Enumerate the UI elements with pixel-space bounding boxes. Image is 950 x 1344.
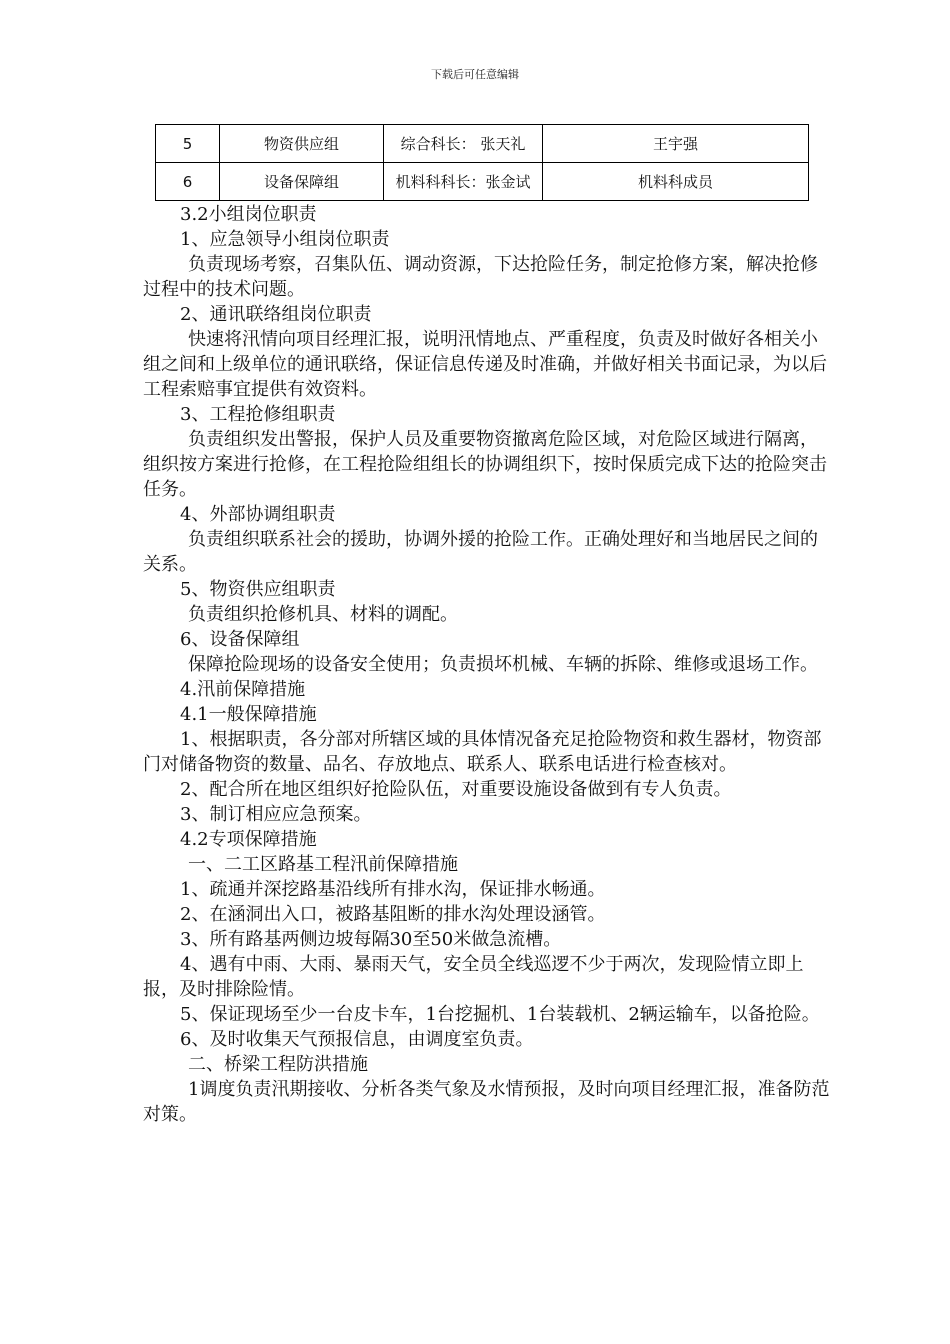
body-paragraph: 快速将汛情向项目经理汇报，说明汛情地点、严重程度，负责及时做好各相关小组之间和上级单位的通讯联络，保证信息传递及时准确，并做好相关书面记录，为以后工程索赔事宜提供有效资料。 — [143, 329, 827, 400]
body-paragraph: 2、在涵洞出入口，被路基阻断的排水沟处理设涵管。 — [180, 904, 606, 925]
body-paragraph: 1、根据职责，各分部对所辖区域的具体情况备充足抢险物资和救生器材，物资部门对储备物资的数量、品名、存放地点、联系人、联系电话进行检查核对。 — [143, 729, 822, 775]
table-cell-group: 物资供应组 — [220, 125, 384, 163]
body-paragraph: 3、所有路基两侧边坡每隔30至50米做急流槽。 — [180, 929, 562, 950]
section-heading: 4.汛前保障措施 — [180, 679, 306, 700]
table-row — [156, 163, 809, 201]
table-cell-index: 5 — [156, 125, 220, 163]
body-paragraph: 3、制订相应应急预案。 — [180, 804, 372, 825]
body-paragraph: 5、保证现场至少一台皮卡车，1台挖掘机、1台装载机、2辆运输车，以备抢险。 — [180, 1004, 820, 1025]
subsection-heading: 二、桥梁工程防洪措施 — [188, 1054, 368, 1075]
subsection-heading: 1、应急领导小组岗位职责 — [180, 229, 390, 250]
table-cell-index: 6 — [156, 163, 220, 201]
subsection-heading: 2、通讯联络组岗位职责 — [180, 304, 372, 325]
body-paragraph: 6、及时收集天气预报信息，由调度室负责。 — [180, 1029, 534, 1050]
subsection-heading: 4、外部协调组职责 — [180, 504, 336, 525]
body-paragraph: 保障抢险现场的设备安全使用；负责损坏机械、车辆的拆除、维修或退场工作。 — [188, 654, 818, 675]
document-body — [143, 202, 833, 1127]
page-header-note: 下载后可任意编辑 — [431, 68, 519, 81]
table-cell-members: 王宇强 — [543, 125, 809, 163]
table-cell-group: 设备保障组 — [220, 163, 384, 201]
body-paragraph: 1调度负责汛期接收、分析各类气象及水情预报，及时向项目经理汇报，准备防范对策。 — [143, 1079, 830, 1125]
section-heading: 3.2小组岗位职责 — [180, 204, 317, 225]
body-paragraph: 负责组织发出警报，保护人员及重要物资撤离危险区域，对危险区域进行隔离，组织按方案进行抢修，在工程抢险组组长的协调组织下，按时保质完成下达的抢险突击任务。 — [143, 429, 827, 500]
body-paragraph: 负责组织联系社会的援助，协调外援的抢险工作。正确处理好和当地居民之间的关系。 — [143, 529, 818, 575]
subsection-heading: 3、工程抢修组职责 — [180, 404, 336, 425]
table-cell-leader: 综合科长： 张天礼 — [384, 125, 543, 163]
body-paragraph: 2、配合所在地区组织好抢险队伍，对重要设施设备做到有专人负责。 — [180, 779, 732, 800]
body-paragraph: 4、遇有中雨、大雨、暴雨天气，安全员全线巡逻不少于两次，发现险情立即上报，及时排除险情。 — [143, 954, 804, 1000]
table-cell-members: 机料科成员 — [543, 163, 809, 201]
personnel-table — [155, 124, 809, 201]
body-paragraph: 负责组织抢修机具、材料的调配。 — [188, 604, 458, 625]
subsection-heading: 一、二工区路基工程汛前保障措施 — [188, 854, 458, 875]
section-heading: 4.1一般保障措施 — [180, 704, 317, 725]
subsection-heading: 5、物资供应组职责 — [180, 579, 336, 600]
body-paragraph: 负责现场考察，召集队伍、调动资源，下达抢险任务，制定抢修方案，解决抢修过程中的技术问题。 — [143, 254, 818, 300]
section-heading: 4.2专项保障措施 — [180, 829, 317, 850]
subsection-heading: 6、设备保障组 — [180, 629, 300, 650]
table-cell-leader: 机料科科长：张金试 — [384, 163, 543, 201]
table-row — [156, 125, 809, 163]
body-paragraph: 1、疏通并深挖路基沿线所有排水沟，保证排水畅通。 — [180, 879, 606, 900]
